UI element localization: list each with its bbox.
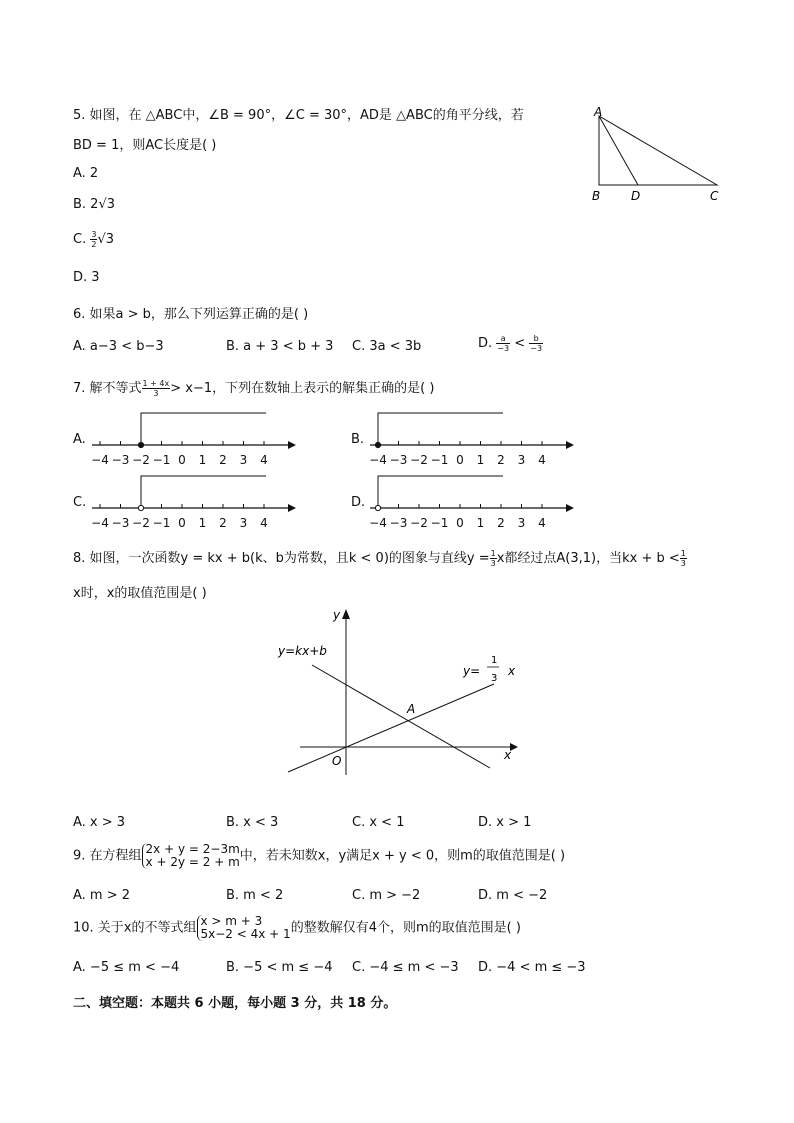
label-origin: O xyxy=(332,754,342,768)
q6-option-a: A. a−3 < b−3 xyxy=(73,339,164,354)
number-line-tick-label: 2 xyxy=(219,453,227,467)
number-line-tick-label: −4 xyxy=(91,453,109,467)
q7-stem-prefix: 7. 解不等式 xyxy=(73,381,142,396)
q5-triangle-figure xyxy=(585,104,725,204)
q5-option-b: B. 2√3 xyxy=(73,197,116,212)
frac-numerator: 1 + 4x xyxy=(142,379,170,388)
number-line-tick-label: −3 xyxy=(111,453,130,467)
q7-stem-frac xyxy=(142,379,171,398)
q10-stem-prefix: 10. 关于x的不等式组 xyxy=(73,920,197,936)
number-line-tick-label: −3 xyxy=(111,516,130,530)
number-line-tick-label: −4 xyxy=(369,453,387,467)
number-line-tick-label: −1 xyxy=(430,453,449,467)
q5-stem-line1: 5. 如图，在 △ABC中，∠B = 90°，∠C = 30°，AD是 △ABC的角平分线，若 xyxy=(73,108,524,123)
number-line-tick-label: −2 xyxy=(132,453,150,467)
number-line-tick-label: 1 xyxy=(198,516,207,530)
number-line-tick-label: 2 xyxy=(497,453,505,467)
q9-option-a: A. m > 2 xyxy=(73,888,131,903)
q7-numberline-c xyxy=(88,468,303,533)
q6-d-frac-a xyxy=(496,334,510,353)
label-point-a: A xyxy=(407,702,416,716)
number-line-tick-label: 0 xyxy=(178,516,186,530)
number-line-tick-label: 4 xyxy=(260,516,268,530)
solid-dot-icon xyxy=(138,442,143,447)
line-one-third-x xyxy=(288,684,494,772)
q10-inequality-system xyxy=(197,915,291,941)
label-one-third-left: y= xyxy=(463,664,481,678)
q10-inequality-1: x > m + 3 xyxy=(200,914,263,928)
q8-stem-part1: 8. 如图，一次函数y = kx + b(k、b为常数，且k < 0)的图象与直线y = xyxy=(73,551,490,566)
open-dot-icon xyxy=(375,505,380,510)
q5-stem-line2: BD = 1，则AC长度是( ) xyxy=(73,138,217,153)
frac-denominator: −3 xyxy=(530,344,543,353)
line-kx-plus-b xyxy=(312,665,490,768)
number-line-tick-label: 4 xyxy=(260,453,268,467)
frac-denominator: 3 xyxy=(153,389,159,398)
number-line-tick-label: 4 xyxy=(538,516,546,530)
arrow-right-icon xyxy=(566,504,574,512)
q5-option-c-tail: √3 xyxy=(97,232,114,247)
q7-numberline-b xyxy=(366,405,581,470)
frac-numerator: a xyxy=(496,334,510,344)
number-line-tick-label: −3 xyxy=(389,453,408,467)
q8-stem-line2: x时，x的取值范围是( ) xyxy=(73,586,207,601)
q7-stem xyxy=(73,377,434,398)
q6-option-c: C. 3a < 3b xyxy=(352,339,422,354)
q8-option-a: A. x > 3 xyxy=(73,815,126,830)
q9-option-c: C. m > −2 xyxy=(352,888,421,903)
solution-set-bracket xyxy=(378,413,503,445)
q7-option-a-label: A. xyxy=(73,432,86,447)
q6-option-d-label: D. xyxy=(478,336,497,351)
arrow-right-icon xyxy=(288,504,296,512)
number-line-tick-label: 0 xyxy=(178,453,186,467)
number-line-tick-label: 4 xyxy=(538,453,546,467)
number-line-tick-label: 1 xyxy=(476,453,485,467)
x-axis-arrow-icon xyxy=(510,743,518,751)
frac-denominator: −3 xyxy=(497,344,510,353)
q5-option-d: D. 3 xyxy=(73,270,100,285)
q7-numberline-a xyxy=(88,405,303,470)
open-dot-icon xyxy=(138,505,143,510)
number-line-tick-label: −4 xyxy=(91,516,109,530)
number-line-tick-label: 0 xyxy=(456,516,464,530)
q9-stem-suffix: 中，若未知数x，y满足x + y < 0，则m的取值范围是( ) xyxy=(239,848,566,864)
q7-option-b-label: B. xyxy=(351,432,365,447)
solution-set-bracket xyxy=(141,476,266,508)
number-line-tick-label: −2 xyxy=(410,453,428,467)
q10-option-b: B. −5 < m ≤ −4 xyxy=(226,960,333,975)
solution-set-bracket xyxy=(378,476,503,508)
q7-numberline-d xyxy=(366,468,581,533)
number-line-tick-label: 1 xyxy=(476,516,485,530)
number-line-tick-label: −1 xyxy=(152,453,171,467)
q6-d-frac-b xyxy=(529,334,543,353)
arrow-right-icon xyxy=(288,441,296,449)
q10-option-a: A. −5 ≤ m < −4 xyxy=(73,960,180,975)
number-line-tick-label: −4 xyxy=(369,516,387,530)
q6-stem: 6. 如果a > b，那么下列运算正确的是( ) xyxy=(73,307,309,322)
q5-label-d: D xyxy=(631,189,641,203)
solid-dot-icon xyxy=(375,442,380,447)
q9-stem-prefix: 9. 在方程组 xyxy=(73,848,142,864)
number-line-tick-label: −3 xyxy=(389,516,408,530)
q9-stem xyxy=(73,843,565,869)
q7-option-c-label: C. xyxy=(73,495,87,510)
frac-numerator: 1 xyxy=(490,549,496,558)
q5-option-a: A. 2 xyxy=(73,166,99,181)
arrow-right-icon xyxy=(566,441,574,449)
number-line-tick-label: 2 xyxy=(497,516,505,530)
q10-stem-suffix: 的整数解仅有4个，则m的取值范围是( ) xyxy=(290,920,521,936)
frac-numerator: 3 xyxy=(91,230,97,239)
label-y-axis: y xyxy=(333,608,341,622)
q5-option-c xyxy=(73,230,114,249)
q9-equation-2: x + 2y = 2 + m xyxy=(145,855,240,869)
q8-stem-part2: x都经过点A(3,1)，当kx + b < xyxy=(496,551,680,566)
frac-denominator: 2 xyxy=(91,240,97,249)
q9-option-b: B. m < 2 xyxy=(226,888,284,903)
q7-option-d-label: D. xyxy=(351,495,366,510)
number-line-tick-label: 0 xyxy=(456,453,464,467)
number-line-tick-label: 2 xyxy=(219,516,227,530)
q8-stem-frac1 xyxy=(490,549,497,568)
q10-option-c: C. −4 ≤ m < −3 xyxy=(352,960,459,975)
number-line-tick-label: 3 xyxy=(517,453,526,467)
q6-d-less-than: < xyxy=(514,336,526,351)
q9-option-d: D. m < −2 xyxy=(478,888,548,903)
q6-option-b: B. a + 3 < b + 3 xyxy=(226,339,334,354)
q5-label-b: B xyxy=(592,189,601,203)
number-line-tick-label: 1 xyxy=(198,453,207,467)
q5-option-c-label: C. xyxy=(73,232,91,247)
q5-label-c: C xyxy=(710,189,719,203)
q10-option-d: D. −4 < m ≤ −3 xyxy=(478,960,586,975)
q5-label-a: A xyxy=(594,105,603,119)
q10-stem xyxy=(73,915,521,941)
y-axis-arrow-icon xyxy=(342,609,350,619)
number-line-tick-label: 3 xyxy=(517,516,526,530)
number-line-tick-label: −2 xyxy=(132,516,150,530)
q6-option-d xyxy=(478,334,543,353)
q8-stem-line1 xyxy=(73,547,687,568)
number-line-tick-label: −2 xyxy=(410,516,428,530)
q8-option-b: B. x < 3 xyxy=(226,815,279,830)
q8-stem-frac2 xyxy=(680,549,687,568)
q9-equation-1: 2x + y = 2−3m xyxy=(145,842,240,856)
q8-option-c: C. x < 1 xyxy=(352,815,405,830)
q9-equation-system xyxy=(142,843,240,869)
section-2-heading: 二、填空题：本题共 6 小题，每小题 3 分，共 18 分。 xyxy=(73,996,397,1011)
q8-graph xyxy=(270,605,530,775)
label-x-axis: x xyxy=(504,748,512,762)
frac-numerator: 1 xyxy=(680,549,686,558)
label-kx-b: y=kx+b xyxy=(278,644,327,658)
frac-denominator: 3 xyxy=(680,559,686,568)
number-line-tick-label: 3 xyxy=(239,516,248,530)
label-one-third-den: 3 xyxy=(491,673,498,684)
number-line-tick-label: 3 xyxy=(239,453,248,467)
frac-denominator: 3 xyxy=(490,559,496,568)
number-line-tick-label: −1 xyxy=(152,516,171,530)
frac-numerator: b xyxy=(529,334,543,344)
number-line-tick-label: −1 xyxy=(430,516,449,530)
q8-option-d: D. x > 1 xyxy=(478,815,532,830)
label-one-third-num: 1 xyxy=(491,655,498,666)
solution-set-bracket xyxy=(141,413,266,445)
q7-stem-suffix: > x−1，下列在数轴上表示的解集正确的是( ) xyxy=(170,381,435,396)
label-one-third-right: x xyxy=(508,664,516,678)
q10-inequality-2: 5x−2 < 4x + 1 xyxy=(200,927,291,941)
